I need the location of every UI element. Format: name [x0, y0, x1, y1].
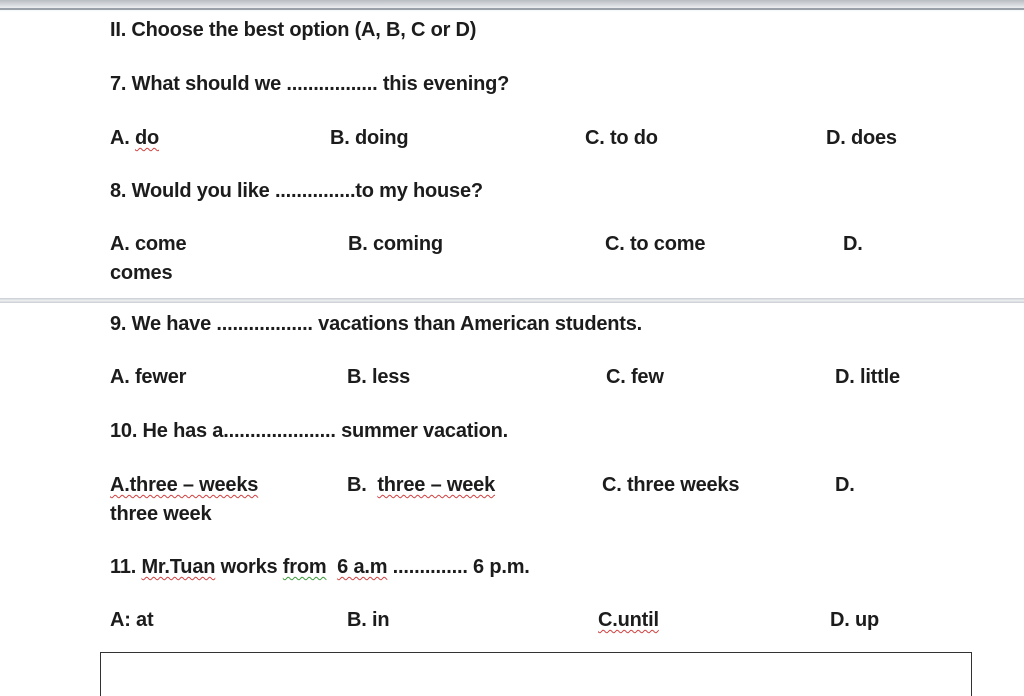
question-7-option-d: D. does: [826, 127, 897, 149]
question-9-option-d: D. little: [835, 366, 900, 388]
section-heading: II. Choose the best option (A, B, C or D): [110, 19, 477, 41]
question-8-option-c: C. to come: [605, 233, 706, 255]
question-10-option-d-wrap: three week: [110, 503, 212, 525]
question-11-option-b: B. in: [347, 609, 390, 631]
question-7-option-a: A. do: [110, 127, 160, 149]
question-9-text: 9. We have .................. vacations than American students.: [110, 313, 643, 335]
question-10-text: 10. He has a..................... summer vacation.: [110, 420, 508, 442]
question-10-option-d: D.: [835, 474, 855, 496]
question-7-option-b: B. doing: [330, 127, 409, 149]
question-7-text: 7. What should we ................. this evening?: [110, 73, 510, 95]
page-top-edge: [0, 0, 1024, 12]
question-8-option-a: A. come: [110, 233, 187, 255]
question-9-option-c: C. few: [606, 366, 664, 388]
question-8-option-d-wrap: comes: [110, 262, 173, 284]
answer-box: [100, 652, 972, 696]
question-9-option-b: B. less: [347, 366, 411, 388]
question-7-option-c: C. to do: [585, 127, 658, 149]
question-11-option-a: A: at: [110, 609, 154, 631]
question-8-option-d: D.: [843, 233, 863, 255]
question-10-option-c: C. three weeks: [602, 474, 740, 496]
question-7-option-a-word: do: [134, 127, 160, 149]
page-break: [0, 298, 1024, 303]
question-10-option-b: B. three – week: [347, 474, 495, 496]
question-11-option-d: D. up: [830, 609, 879, 631]
question-9-option-a: A. fewer: [110, 366, 187, 388]
question-11-text: 11. Mr.Tuan works from 6 a.m .............. 6 p.m.: [110, 556, 530, 578]
question-11-option-c: C.until: [598, 609, 659, 631]
question-8-option-b: B. coming: [348, 233, 443, 255]
question-10-option-a: A.three – weeks: [110, 474, 259, 496]
question-8-text: 8. Would you like ...............to my house?: [110, 180, 483, 202]
